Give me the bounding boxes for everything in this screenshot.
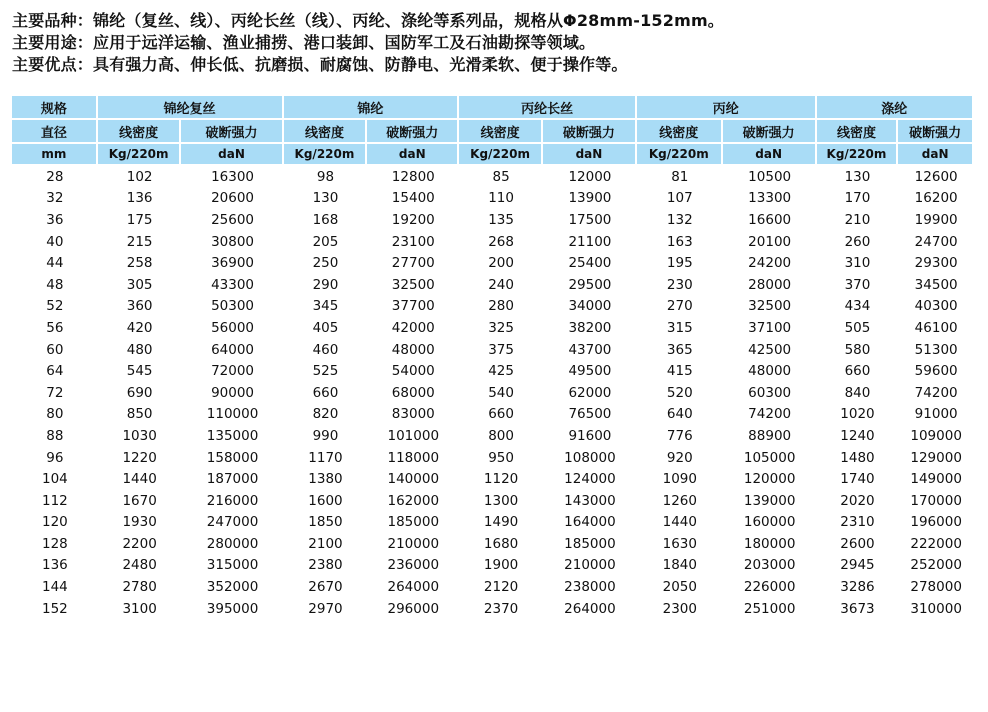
table-cell: 2600: [840, 535, 875, 552]
table-cell: 375: [488, 341, 514, 358]
table-cell: 2970: [308, 600, 343, 617]
table-cell: 12000: [568, 168, 612, 185]
table-cell: 38200: [568, 319, 612, 336]
table-cell: 90000: [211, 384, 255, 401]
table-row: [12, 296, 974, 318]
table-cell: 163: [666, 233, 693, 250]
table-cell: 124000: [564, 471, 616, 488]
table-cell: 325: [488, 319, 514, 336]
table-cell: 2480: [122, 557, 157, 574]
table-cell: 49500: [568, 363, 612, 380]
table-cell: 1440: [662, 514, 697, 531]
table-cell: 1850: [308, 514, 343, 531]
intro-label: 主要优点：: [12, 55, 94, 74]
table-cell: 143000: [564, 492, 616, 509]
table-cell: 140000: [387, 471, 440, 488]
table-cell: 280000: [206, 535, 259, 552]
table-cell: 2370: [483, 600, 519, 617]
intro-varieties: [12, 10, 972, 32]
diameter-cell: 80: [46, 406, 64, 423]
diameter-cell: 40: [46, 233, 64, 250]
table-cell: 158000: [206, 449, 259, 466]
table-cell: 260: [844, 233, 871, 250]
table-cell: 460: [312, 341, 339, 358]
table-cell: 280: [488, 298, 514, 315]
table-cell: 72000: [211, 363, 255, 380]
table-row: [12, 382, 974, 404]
header-group: 锦纶: [284, 96, 460, 120]
table-cell: 185000: [564, 535, 616, 552]
table-cell: 19900: [914, 211, 958, 228]
table-cell: 360: [126, 298, 153, 315]
table-cell: 160000: [743, 514, 796, 531]
table-cell: 258: [126, 255, 153, 272]
table-cell: 352000: [206, 579, 259, 596]
intro-label: 主要品种：: [12, 11, 94, 30]
header-row-units: [12, 144, 974, 166]
header-sub: 线密度: [817, 120, 899, 144]
diameter-cell: 112: [41, 492, 68, 509]
header-diameter: 直径: [12, 120, 98, 144]
table-cell: 164000: [564, 514, 616, 531]
table-cell: 1380: [308, 471, 343, 488]
table-cell: 1240: [840, 427, 875, 444]
table-cell: 2200: [122, 535, 157, 552]
table-cell: 434: [844, 298, 871, 315]
intro-text: 锦纶（复丝、线）、丙纶长丝（线）、丙纶、涤纶等系列品，规格从Φ28mm-152mm。: [93, 11, 725, 30]
table-cell: 2100: [308, 535, 343, 552]
table-cell: 185000: [387, 514, 440, 531]
table-cell: 264000: [387, 579, 440, 596]
table-cell: 1840: [662, 557, 697, 574]
table-cell: 56000: [211, 319, 255, 336]
table-cell: 405: [312, 319, 339, 336]
diameter-cell: 48: [46, 276, 64, 293]
table-cell: 1020: [840, 406, 875, 423]
header-spec: 规格: [12, 96, 98, 120]
table-row: [12, 166, 974, 188]
intro-advantages: [12, 54, 972, 76]
table-cell: 101000: [387, 427, 440, 444]
table-cell: 1440: [122, 471, 157, 488]
table-cell: 920: [666, 449, 693, 466]
table-cell: 108000: [564, 449, 616, 466]
table-cell: 19200: [391, 211, 435, 228]
table-row: [12, 468, 974, 490]
table-cell: 187000: [206, 471, 259, 488]
table-cell: 2300: [662, 600, 697, 617]
table-cell: 1900: [483, 557, 519, 574]
table-cell: 43300: [211, 276, 255, 293]
table-cell: 168: [312, 211, 339, 228]
table-cell: 120000: [743, 471, 796, 488]
table-cell: 210: [844, 211, 871, 228]
table-cell: 91000: [914, 406, 958, 423]
table-cell: 520: [666, 384, 693, 401]
table-cell: 1670: [122, 492, 157, 509]
table-cell: 840: [844, 384, 871, 401]
table-cell: 660: [488, 406, 514, 423]
diameter-cell: 64: [46, 363, 64, 380]
table-cell: 170000: [910, 492, 962, 509]
table-cell: 42500: [748, 341, 792, 358]
table-cell: 16600: [748, 211, 792, 228]
table-cell: 3286: [840, 579, 875, 596]
table-cell: 2020: [840, 492, 875, 509]
table-cell: 139000: [743, 492, 796, 509]
table-cell: 43700: [568, 341, 612, 358]
header-group: 涤纶: [817, 96, 974, 120]
diameter-cell: 36: [46, 211, 64, 228]
table-cell: 1680: [483, 535, 519, 552]
table-cell: 74200: [914, 384, 958, 401]
table-row: [12, 252, 974, 274]
table-row: [12, 274, 974, 296]
table-cell: 29300: [914, 255, 958, 272]
table-cell: 135000: [206, 427, 259, 444]
header-unit: Kg/220m: [637, 144, 723, 166]
header-sub: 破断强力: [367, 120, 459, 144]
table-cell: 15400: [391, 190, 435, 207]
table-cell: 310000: [910, 600, 962, 617]
table-cell: 268: [488, 233, 514, 250]
intro-uses: [12, 32, 972, 54]
table-cell: 1300: [483, 492, 519, 509]
table-cell: 315000: [206, 557, 259, 574]
table-cell: 21100: [568, 233, 612, 250]
table-cell: 48000: [391, 341, 435, 358]
intro-text: 具有强力高、伸长低、抗磨损、耐腐蚀、防静电、光滑柔软、便于操作等。: [93, 55, 628, 74]
table-cell: 32500: [391, 276, 435, 293]
header-group: 锦纶复丝: [98, 96, 284, 120]
table-cell: 107: [666, 190, 693, 207]
header-sub: 线密度: [98, 120, 182, 144]
table-cell: 12600: [914, 168, 958, 185]
header-unit: Kg/220m: [817, 144, 899, 166]
table-cell: 1120: [483, 471, 519, 488]
table-cell: 525: [312, 363, 339, 380]
table-cell: 1600: [308, 492, 343, 509]
table-cell: 415: [666, 363, 693, 380]
table-cell: 1030: [122, 427, 157, 444]
table-cell: 83000: [391, 406, 435, 423]
table-cell: 296000: [387, 600, 440, 617]
table-cell: 200: [488, 255, 514, 272]
table-cell: 210000: [387, 535, 440, 552]
spec-table: [12, 96, 974, 619]
table-row: [12, 533, 974, 555]
table-row: [12, 317, 974, 339]
diameter-cell: 28: [46, 168, 64, 185]
table-cell: 2945: [840, 557, 875, 574]
table-row: [12, 598, 974, 620]
header-unit: Kg/220m: [459, 144, 543, 166]
table-row: [12, 490, 974, 512]
table-cell: 1630: [662, 535, 697, 552]
table-cell: 81: [671, 168, 689, 185]
table-cell: 76500: [568, 406, 612, 423]
table-cell: 24700: [914, 233, 958, 250]
table-row: [12, 447, 974, 469]
table-cell: 12800: [391, 168, 435, 185]
diameter-cell: 120: [41, 514, 68, 531]
table-cell: 990: [312, 427, 339, 444]
header-unit: daN: [723, 144, 817, 166]
table-cell: 230: [666, 276, 693, 293]
table-cell: 25600: [211, 211, 255, 228]
table-cell: 950: [488, 449, 514, 466]
table-row: [12, 425, 974, 447]
table-cell: 1490: [483, 514, 519, 531]
table-cell: 660: [312, 384, 339, 401]
header-unit: daN: [367, 144, 459, 166]
table-cell: 88900: [748, 427, 792, 444]
table-cell: 660: [844, 363, 871, 380]
table-cell: 16200: [914, 190, 958, 207]
table-cell: 37700: [391, 298, 435, 315]
table-cell: 290: [312, 276, 339, 293]
table-cell: 252000: [910, 557, 962, 574]
table-cell: 370: [844, 276, 871, 293]
table-cell: 1170: [308, 449, 343, 466]
table-cell: 1740: [840, 471, 875, 488]
table-cell: 46100: [914, 319, 958, 336]
intro-text: 应用于远洋运输、渔业捕捞、港口装卸、国防军工及石油勘探等领域。: [93, 33, 596, 52]
table-cell: 51300: [914, 341, 958, 358]
table-cell: 800: [488, 427, 514, 444]
table-cell: 10500: [748, 168, 792, 185]
table-cell: 226000: [743, 579, 796, 596]
header-sub: 线密度: [284, 120, 368, 144]
table-cell: 196000: [910, 514, 962, 531]
table-cell: 264000: [564, 600, 616, 617]
diameter-cell: 60: [46, 341, 64, 358]
table-cell: 91600: [568, 427, 612, 444]
table-row: [12, 188, 974, 210]
header-row-groups: [12, 96, 974, 120]
table-cell: 130: [844, 168, 871, 185]
diameter-cell: 32: [46, 190, 64, 207]
header-sub: 线密度: [637, 120, 723, 144]
table-cell: 690: [126, 384, 153, 401]
table-cell: 16300: [211, 168, 255, 185]
table-cell: 60300: [748, 384, 792, 401]
table-cell: 238000: [564, 579, 616, 596]
diameter-cell: 56: [46, 319, 64, 336]
header-unit: Kg/220m: [98, 144, 182, 166]
table-cell: 37100: [748, 319, 792, 336]
table-cell: 420: [126, 319, 153, 336]
table-cell: 74200: [748, 406, 792, 423]
table-cell: 24200: [748, 255, 792, 272]
table-cell: 13900: [568, 190, 612, 207]
diameter-cell: 52: [46, 298, 64, 315]
table-row: [12, 404, 974, 426]
diameter-cell: 72: [46, 384, 64, 401]
table-cell: 130: [312, 190, 339, 207]
table-cell: 2050: [662, 579, 697, 596]
table-cell: 34000: [568, 298, 612, 315]
table-cell: 580: [844, 341, 871, 358]
table-cell: 13300: [748, 190, 792, 207]
table-cell: 195: [666, 255, 693, 272]
table-cell: 480: [126, 341, 153, 358]
table-row: [12, 512, 974, 534]
diameter-cell: 44: [46, 255, 64, 272]
header-unit: Kg/220m: [284, 144, 368, 166]
table-cell: 149000: [910, 471, 962, 488]
table-cell: 820: [312, 406, 339, 423]
intro-label: 主要用途：: [12, 33, 94, 52]
diameter-cell: 96: [46, 449, 64, 466]
table-cell: 25400: [568, 255, 612, 272]
header-sub: 破断强力: [898, 120, 974, 144]
table-cell: 215: [126, 233, 153, 250]
table-cell: 110000: [206, 406, 259, 423]
header-unit: daN: [543, 144, 637, 166]
table-cell: 236000: [387, 557, 440, 574]
table-cell: 2120: [483, 579, 519, 596]
table-cell: 20100: [748, 233, 792, 250]
table-cell: 3100: [122, 600, 157, 617]
header-group: 丙纶长丝: [459, 96, 637, 120]
table-cell: 278000: [910, 579, 962, 596]
table-row: [12, 209, 974, 231]
table-cell: 102: [126, 168, 153, 185]
table-cell: 3673: [840, 600, 875, 617]
table-cell: 85: [492, 168, 510, 185]
table-cell: 222000: [910, 535, 962, 552]
header-sub: 破断强力: [181, 120, 283, 144]
table-cell: 32500: [748, 298, 792, 315]
table-cell: 1090: [662, 471, 697, 488]
table-cell: 62000: [568, 384, 612, 401]
table-cell: 216000: [206, 492, 259, 509]
table-cell: 2780: [122, 579, 157, 596]
intro-block: [12, 10, 972, 76]
table-row: [12, 360, 974, 382]
header-unit-mm: mm: [12, 144, 98, 166]
table-cell: 2380: [308, 557, 343, 574]
diameter-cell: 104: [41, 471, 68, 488]
table-cell: 42000: [391, 319, 435, 336]
table-cell: 545: [126, 363, 153, 380]
table-cell: 34500: [914, 276, 958, 293]
table-cell: 132: [666, 211, 693, 228]
diameter-cell: 88: [46, 427, 64, 444]
table-row: [12, 339, 974, 361]
table-cell: 162000: [387, 492, 440, 509]
table-cell: 640: [666, 406, 693, 423]
table-cell: 2670: [308, 579, 343, 596]
table-row: [12, 576, 974, 598]
table-cell: 20600: [211, 190, 255, 207]
table-header: [12, 96, 974, 166]
header-sub: 破断强力: [723, 120, 817, 144]
table-cell: 136: [126, 190, 153, 207]
header-unit: daN: [181, 144, 283, 166]
table-cell: 40300: [914, 298, 958, 315]
table-cell: 850: [126, 406, 153, 423]
table-cell: 110: [488, 190, 514, 207]
table-cell: 135: [488, 211, 514, 228]
header-sub: 破断强力: [543, 120, 637, 144]
table-cell: 23100: [391, 233, 435, 250]
table-cell: 48000: [748, 363, 792, 380]
table-body: [12, 166, 974, 619]
table-cell: 247000: [206, 514, 259, 531]
header-unit: daN: [898, 144, 974, 166]
table-cell: 29500: [568, 276, 612, 293]
table-cell: 175: [126, 211, 153, 228]
table-cell: 250: [312, 255, 339, 272]
diameter-cell: 128: [41, 535, 68, 552]
table-cell: 776: [666, 427, 693, 444]
table-cell: 505: [844, 319, 871, 336]
table-cell: 270: [666, 298, 693, 315]
table-cell: 2310: [840, 514, 875, 531]
table-cell: 50300: [211, 298, 255, 315]
table-cell: 59600: [914, 363, 958, 380]
diameter-cell: 144: [41, 579, 68, 596]
table-cell: 1480: [840, 449, 875, 466]
table-cell: 64000: [211, 341, 255, 358]
table-cell: 240: [488, 276, 514, 293]
table-cell: 118000: [387, 449, 440, 466]
table-cell: 1260: [662, 492, 697, 509]
diameter-cell: 136: [41, 557, 68, 574]
table-cell: 28000: [748, 276, 792, 293]
table-cell: 305: [126, 276, 153, 293]
header-row-sub: [12, 120, 974, 144]
table-cell: 105000: [743, 449, 796, 466]
table-row: [12, 231, 974, 253]
table-cell: 36900: [211, 255, 255, 272]
table-cell: 54000: [391, 363, 435, 380]
header-group: 丙纶: [637, 96, 817, 120]
table-cell: 310: [844, 255, 871, 272]
table-cell: 345: [312, 298, 339, 315]
table-cell: 1220: [122, 449, 157, 466]
table-cell: 27700: [391, 255, 435, 272]
table-cell: 170: [844, 190, 871, 207]
table-cell: 205: [312, 233, 339, 250]
table-cell: 210000: [564, 557, 616, 574]
header-sub: 线密度: [459, 120, 543, 144]
table-row: [12, 555, 974, 577]
table-cell: 251000: [743, 600, 796, 617]
table-cell: 203000: [743, 557, 796, 574]
table-cell: 68000: [391, 384, 435, 401]
table-cell: 395000: [206, 600, 259, 617]
table-cell: 540: [488, 384, 514, 401]
table-cell: 109000: [910, 427, 962, 444]
table-cell: 365: [666, 341, 693, 358]
table-cell: 315: [666, 319, 693, 336]
table-cell: 17500: [568, 211, 612, 228]
table-cell: 425: [488, 363, 514, 380]
table-cell: 180000: [743, 535, 796, 552]
diameter-cell: 152: [41, 600, 68, 617]
table-cell: 30800: [211, 233, 255, 250]
table-cell: 1930: [122, 514, 157, 531]
table-cell: 129000: [910, 449, 962, 466]
table-cell: 98: [316, 168, 335, 185]
